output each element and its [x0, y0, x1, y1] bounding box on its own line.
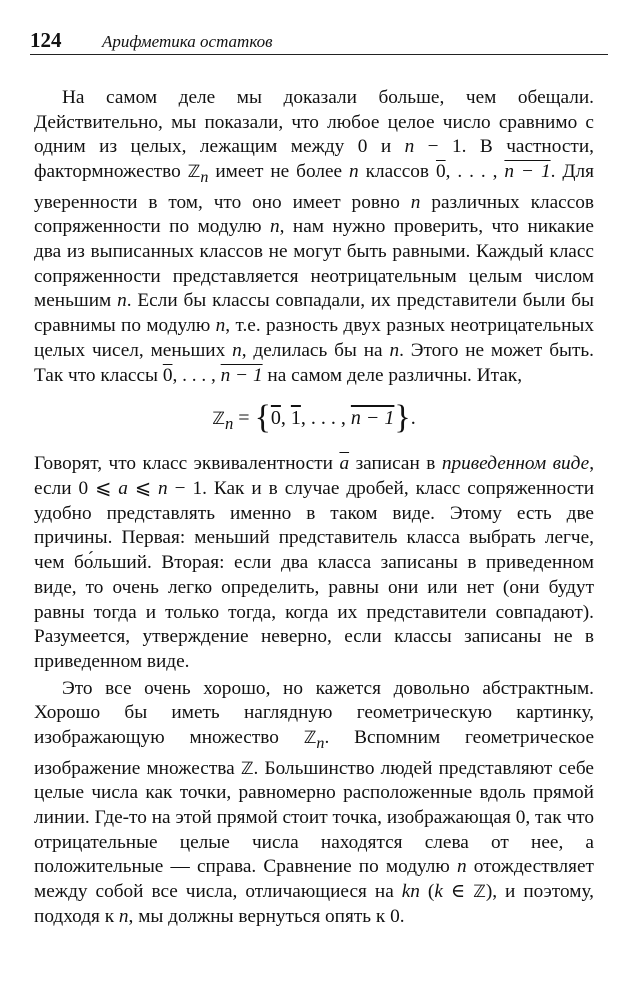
text: , мы должны вернуться опять к 0.: [128, 905, 405, 927]
text: . Для уверенности в том, что оно имеет ровно: [34, 161, 594, 213]
text: , т.е. разность двух разных неотрицательных целых чисел, меньших: [34, 315, 594, 361]
math-var: n: [158, 478, 168, 499]
paragraph-1: [34, 86, 594, 388]
math-class: 0: [162, 364, 173, 386]
math-var: n: [410, 191, 421, 213]
text: . Вспомним геометрическое изображение множества: [34, 727, 594, 779]
math-set-symbol: ℤ: [473, 882, 486, 903]
text: , нам нужно проверить, что никакие два из выписанных классов не могут быть равными. Каждый класс сопряженности представляется неотрицательным целым числом меньшим: [34, 216, 594, 312]
text: , если 0 ⩽: [34, 453, 595, 499]
math-var: n: [269, 216, 280, 238]
text: (: [419, 881, 435, 903]
math-class: 0: [435, 161, 446, 183]
math-class: n − 1: [504, 161, 551, 183]
running-header: [30, 28, 608, 55]
math-var: n: [117, 290, 127, 312]
text: классов: [358, 161, 436, 183]
text: отождествляет между собой все числа, отличающиеся на: [34, 856, 594, 903]
math-brace-close: }: [394, 399, 411, 437]
paragraph-3: [34, 677, 594, 930]
math-class: 0: [270, 407, 281, 430]
math-dots: , . . . ,: [172, 364, 221, 386]
text: на самом деле различны. Итак,: [262, 364, 523, 386]
text: ), и поэтому, подходя к: [34, 881, 594, 927]
text: записан в: [349, 453, 442, 475]
math-dots: , . . . ,: [445, 161, 505, 183]
math-dots: , . . . ,: [300, 407, 351, 430]
math-var: n: [118, 905, 129, 927]
math-subscript: n: [316, 734, 325, 752]
text: Говорят, что класс эквивалентности: [34, 453, 340, 475]
math-brace-open: {: [254, 399, 271, 437]
text: имеет не более: [208, 161, 350, 183]
page-body: [34, 86, 594, 930]
text: На самом деле мы доказали больше, чем обещали. Действительно, мы показали, что любое целое число сравнимо с одним из целых, лежащим между 0 и: [34, 87, 594, 158]
text: ⩽: [127, 478, 158, 499]
math-set-symbol: ℤ: [212, 409, 225, 430]
math-sep: ,: [280, 407, 291, 430]
math-var: n: [232, 339, 242, 361]
math-var: k: [434, 881, 443, 903]
text: ∈: [442, 881, 474, 903]
text: . Если бы классы совпадали, их представители были бы сравнимы по модулю: [34, 290, 594, 337]
math-class: n − 1: [350, 407, 395, 430]
paragraph-2: [34, 452, 594, 674]
math-subscript: n: [224, 414, 234, 434]
math-class: $\overline{a}$: [339, 453, 350, 475]
math-class: n − 1: [220, 364, 263, 386]
display-formula: [34, 400, 594, 436]
emphasis-term: приведенном виде: [441, 453, 590, 475]
math-set-symbol: ℤ: [240, 758, 254, 779]
math-set-symbol: ℤ: [187, 162, 201, 183]
math-var: n: [349, 161, 359, 183]
math-var: n: [215, 315, 226, 337]
math-var: a: [118, 478, 128, 499]
page-number: 124: [30, 28, 62, 52]
math-var: n: [404, 136, 415, 158]
text: − 1. Как и в случае дробей, класс сопряженности удобно представлять именно в таком виде. Этому есть две причины. Первая: меньший представитель класса выбрать легче, чем бо́льший. Вторая: если два класса записаны в приведенном виде, то очень легко определить, равны они или нет (они будут равны тогда и только тогда, когда их представители совпадают). Разумеется, утверждение неверно, если классы записаны не в приведенном виде.: [34, 478, 595, 672]
math-set-symbol: ℤ: [303, 728, 317, 749]
math-var: n: [389, 339, 400, 361]
math-period: .: [410, 407, 416, 430]
math-subscript: n: [200, 168, 209, 186]
math-class: 1: [290, 407, 301, 430]
running-title: Арифметика остатков: [102, 32, 273, 51]
text: , делилась бы на: [241, 339, 390, 361]
text: . Большинство людей представляют себе целые числа как точки, равномерно расположенные вдоль прямой линии. Где-то на этой прямой стоит точка, изображающая 0, так что отрицательные целые числа находятся слева от нее, а положительные — справа. Сравнение по модулю: [34, 757, 594, 878]
math-equals: =: [233, 407, 255, 430]
text: Это все очень хорошо, но кажется довольно абстрактным. Хорошо бы иметь наглядную геометрическую картинку, изображающую множество: [34, 677, 594, 749]
math-var: kn: [401, 881, 420, 903]
text: − 1. В частности, фактормножество: [34, 136, 594, 183]
math-var: n: [456, 856, 467, 878]
text: . Этого не может быть. Так что классы: [34, 339, 594, 386]
text: различных классов сопряженности по модулю: [34, 191, 594, 238]
